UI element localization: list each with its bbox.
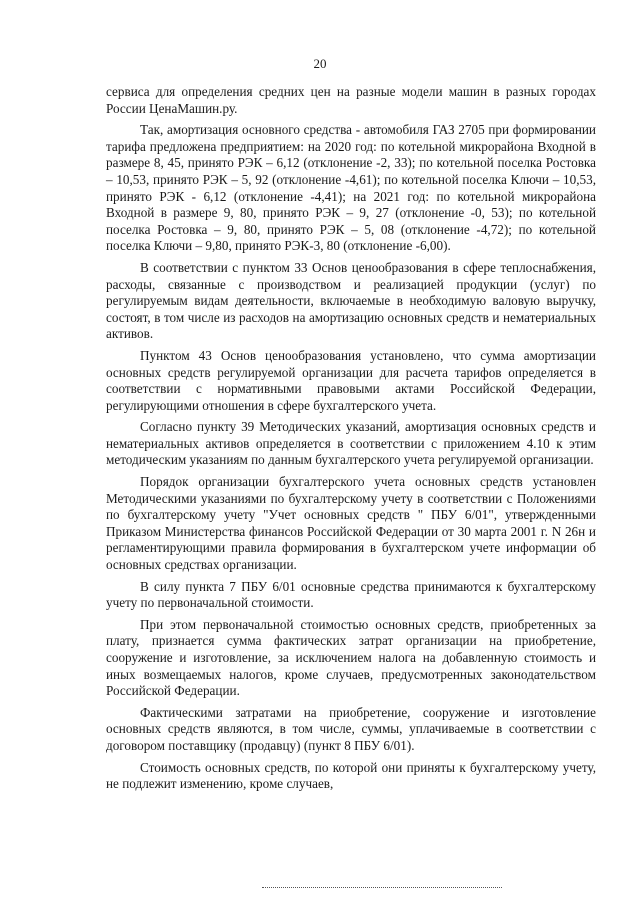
paragraph: Согласно пункту 39 Методических указаний, амортизация основных средств и нематериальных активов определяется в соответствии с приложением 4.10 к этим методическим указаниям по данным бухгалтерского учета регулируемой организации. [106, 419, 596, 468]
paragraph: В соответствии с пунктом 33 Основ ценообразования в сфере теплоснабжения, расходы, связанные с производством и реализацией продукции (услуг) по регулируемым видам деятельности, включаемые в необходимую валовую выручку, состоят, в том числе из расходов на амортизацию основных средств и нематериальных активов. [106, 259, 596, 342]
paragraph: Фактическими затратами на приобретение, сооружение и изготовление основных средств являются, в том числе, суммы, уплачиваемые в соответствии с договором поставщику (продавцу) (пункт 8 ПБУ 6/01). [106, 704, 596, 753]
paragraph: Так, амортизация основного средства - автомобиля ГАЗ 2705 при формировании тарифа предложена предприятием: на 2020 год: по котельной микрорайона Входной в размере 8, 45, принято РЭК – 6,12 (отклонение -2, 33); по котельной поселка Ростовка – 10,53, принято РЭК – 5, 92 (отклонение -4,61); по котельной поселка Ключи – 10,53, принято РЭК - 6,12 (отклонение -4,41); на 2021 год: по котельной микрорайона Входной в размере 9, 80, принято РЭК – 9, 27 (отклонение -0, 53); по котельной поселка Ростовка – 9, 80, принято РЭК – 5, 08 (отклонение -4,72); по котельной поселка Ключи – 9,80, принято РЭК-3, 80 (отклонение -6,00). [106, 122, 596, 254]
document-body [106, 84, 596, 798]
paragraph: В силу пункта 7 ПБУ 6/01 основные средства принимаются к бухгалтерскому учету по первоначальной стоимости. [106, 578, 596, 611]
paragraph: Порядок организации бухгалтерского учета основных средств установлен Методическими указаниями по бухгалтерскому учету в соответствии с Положениями по бухгалтерскому учету "Учет основных средств " ПБУ 6/01", утвержденными Приказом Министерства финансов Российской Федерации от 30 марта 2001 г. N 26н и регламентирующими правила формирования в бухгалтерском учете информации об основных средствах организации. [106, 474, 596, 573]
paragraph: При этом первоначальной стоимостью основных средств, приобретенных за плату, признается сумма фактических затрат организации на приобретение, сооружение и изготовление, за исключением налога на добавленную стоимость и иных возмещаемых налогов, кроме случаев, предусмотренных законодательством Российской Федерации. [106, 616, 596, 699]
paragraph: Пунктом 43 Основ ценообразования установлено, что сумма амортизации основных средств регулируемой организации для расчета тарифов определяется в соответствии с нормативными правовыми актами Российской Федерации, регулирующими отношения в сфере бухгалтерского учета. [106, 347, 596, 413]
paragraph: Стоимость основных средств, по которой они приняты к бухгалтерскому учету, не подлежит изменению, кроме случаев, [106, 759, 596, 792]
page-number: 20 [313, 56, 327, 71]
footer-divider [262, 887, 502, 888]
paragraph: сервиса для определения средних цен на разные модели машин в разных городах России ЦенаМашин.ру. [106, 84, 596, 116]
